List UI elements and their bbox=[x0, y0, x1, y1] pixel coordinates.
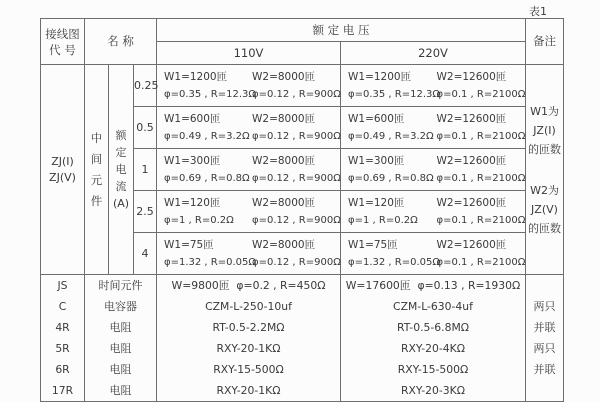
component-220v-value: RXY-15-500Ω bbox=[397, 363, 469, 376]
component-220v-value: RXY-20-3KΩ bbox=[401, 384, 465, 397]
w2-value: W2=8000匝 bbox=[252, 196, 316, 209]
remark-w2-group: W2为 JZ(V) 的匝数 bbox=[528, 183, 561, 235]
element-name-vertical: 中 间 元 件 bbox=[90, 130, 103, 208]
v220-cell bbox=[341, 65, 526, 107]
component-110v-value: W=9800匝 φ=0.2 , R=450Ω bbox=[171, 279, 326, 292]
w1-value: W1=120匝 bbox=[164, 196, 221, 209]
header-220v: 220V bbox=[341, 42, 526, 65]
v220-cell bbox=[341, 107, 526, 149]
component-remark: 两只 bbox=[533, 342, 556, 355]
components-row bbox=[41, 275, 564, 402]
phi1-value: φ=1 , R=0.2Ω bbox=[348, 214, 418, 226]
component-name: 时间元件 bbox=[98, 279, 143, 292]
w2-value: W2=8000匝 bbox=[252, 238, 316, 251]
component-v110-values bbox=[157, 275, 340, 401]
component-name: 电容器 bbox=[104, 300, 137, 313]
phi1-value: φ=1 , R=0.2Ω bbox=[164, 214, 234, 226]
w1-value: W1=300匝 bbox=[164, 154, 221, 167]
code-zj-v: ZJ(V) bbox=[49, 170, 76, 184]
current-value: 0.25 bbox=[134, 65, 157, 107]
header-row-1 bbox=[41, 19, 564, 42]
component-remarks bbox=[526, 275, 563, 401]
rated-current-label-cell bbox=[109, 65, 134, 275]
w1-value: W1=75匝 bbox=[164, 238, 214, 251]
v220-cell bbox=[341, 149, 526, 191]
v110-cell bbox=[157, 233, 341, 275]
v220-cell bbox=[341, 191, 526, 233]
component-names-cell bbox=[85, 275, 157, 402]
header-wiring-code bbox=[41, 19, 85, 65]
phi2-value: φ=0.1 , R=2100Ω bbox=[436, 130, 526, 142]
phi1-value: φ=0.49 , R=3.2Ω bbox=[164, 130, 250, 142]
phi2-value: φ=0.12 , R=900Ω bbox=[252, 130, 341, 142]
v110-cell bbox=[157, 191, 341, 233]
w2-value: W2=12600匝 bbox=[436, 238, 507, 251]
v110-cell bbox=[157, 107, 341, 149]
component-name: 电阻 bbox=[109, 321, 132, 334]
w2-value: W2=8000匝 bbox=[252, 112, 316, 125]
component-remark: 两只 bbox=[533, 300, 556, 313]
component-110v-value: RT-0.5-2.2MΩ bbox=[212, 321, 285, 334]
component-220v-value: W=17600匝 φ=0.13 , R=1930Ω bbox=[345, 279, 521, 292]
phi2-value: φ=0.12 , R=900Ω bbox=[252, 214, 341, 226]
component-code: 6R bbox=[55, 363, 70, 376]
phi1-value: φ=1.32 , R=0.05Ω bbox=[348, 256, 441, 268]
phi2-value: φ=0.1 , R=2100Ω bbox=[436, 88, 526, 100]
component-remark: 并联 bbox=[533, 363, 556, 376]
header-rated-voltage: 额 定 电 压 bbox=[157, 19, 526, 42]
phi1-value: φ=0.49 , R=3.2Ω bbox=[348, 130, 434, 142]
current-value: 1 bbox=[134, 149, 157, 191]
component-names bbox=[85, 275, 156, 401]
code-cell bbox=[41, 65, 85, 275]
remark-w1-group: W1为 JZ(I) 的匝数 bbox=[528, 104, 561, 156]
component-remark: 并联 bbox=[533, 321, 556, 334]
header-name: 名 称 bbox=[85, 19, 157, 65]
component-110v-value: RXY-20-1KΩ bbox=[216, 384, 281, 397]
remark-main-cell bbox=[526, 65, 564, 275]
header-110v: 110V bbox=[157, 42, 341, 65]
phi1-value: φ=1.32 , R=0.05Ω bbox=[164, 256, 257, 268]
v110-cell bbox=[157, 65, 341, 107]
component-name: 电阻 bbox=[109, 342, 132, 355]
phi2-value: φ=0.1 , R=2100Ω bbox=[436, 172, 526, 184]
component-name: 电阻 bbox=[109, 363, 132, 376]
header-wiring-code-line2: 代 号 bbox=[49, 42, 76, 57]
w2-value: W2=12600匝 bbox=[436, 154, 507, 167]
phi1-value: φ=0.35 , R=12.3Ω bbox=[348, 88, 441, 100]
w1-value: W1=600匝 bbox=[164, 112, 221, 125]
component-220v-value: RXY-20-4KΩ bbox=[401, 342, 465, 355]
spec-row-0 bbox=[41, 65, 564, 107]
current-value: 0.5 bbox=[134, 107, 157, 149]
component-220v-value: RT-0.5-6.8MΩ bbox=[396, 321, 470, 334]
component-name: 电阻 bbox=[109, 384, 132, 397]
w1-value: W1=1200匝 bbox=[348, 70, 412, 83]
w2-value: W2=12600匝 bbox=[436, 70, 507, 83]
w2-value: W2=8000匝 bbox=[252, 70, 316, 83]
component-110v-value: CZM-L-250-10uf bbox=[205, 300, 292, 313]
component-code: C bbox=[58, 300, 67, 313]
component-remark bbox=[526, 380, 563, 401]
code-zj-i: ZJ(I) bbox=[51, 154, 74, 168]
v110-cell bbox=[157, 149, 341, 191]
current-value: 2.5 bbox=[134, 191, 157, 233]
w2-value: W2=12600匝 bbox=[436, 112, 507, 125]
w1-value: W1=75匝 bbox=[348, 238, 398, 251]
header-remark: 备注 bbox=[526, 19, 564, 65]
component-code: JS bbox=[57, 279, 68, 292]
w2-value: W2=12600匝 bbox=[436, 196, 507, 209]
component-220v-value: CZM-L-630-4uf bbox=[393, 300, 473, 313]
phi2-value: φ=0.12 , R=900Ω bbox=[252, 88, 341, 100]
v220-cell bbox=[341, 233, 526, 275]
component-v110-cell bbox=[157, 275, 341, 402]
phi1-value: φ=0.69 , R=0.8Ω bbox=[348, 172, 434, 184]
component-code: 5R bbox=[55, 342, 70, 355]
component-code: 4R bbox=[55, 321, 70, 334]
header-wiring-code-line1: 接线图 bbox=[45, 26, 80, 41]
component-codes-cell bbox=[41, 275, 85, 402]
element-name-cell bbox=[85, 65, 109, 275]
phi2-value: φ=0.1 , R=2100Ω bbox=[436, 214, 526, 226]
component-v220-cell bbox=[341, 275, 526, 402]
phi2-value: φ=0.12 , R=900Ω bbox=[252, 172, 341, 184]
component-remark bbox=[526, 275, 563, 296]
component-code: 17R bbox=[51, 384, 74, 397]
component-v220-values bbox=[341, 275, 525, 401]
current-value: 4 bbox=[134, 233, 157, 275]
w1-value: W1=600匝 bbox=[348, 112, 405, 125]
table-number-label: 表1 bbox=[529, 5, 547, 18]
w1-value: W1=120匝 bbox=[348, 196, 405, 209]
w1-value: W1=1200匝 bbox=[164, 70, 228, 83]
component-110v-value: RXY-20-1KΩ bbox=[216, 342, 281, 355]
w2-value: W2=8000匝 bbox=[252, 154, 316, 167]
phi2-value: φ=0.1 , R=2100Ω bbox=[436, 256, 526, 268]
phi1-value: φ=0.69 , R=0.8Ω bbox=[164, 172, 250, 184]
component-codes bbox=[41, 275, 84, 401]
component-110v-value: RXY-15-500Ω bbox=[213, 363, 284, 376]
relay-spec-table bbox=[40, 18, 564, 402]
phi2-value: φ=0.12 , R=900Ω bbox=[252, 256, 341, 268]
w1-value: W1=300匝 bbox=[348, 154, 405, 167]
component-remarks-cell bbox=[526, 275, 564, 402]
phi1-value: φ=0.35 , R=12.3Ω bbox=[164, 88, 257, 100]
rated-current-label-vertical: 额 定 电 流 (A) bbox=[112, 129, 130, 210]
